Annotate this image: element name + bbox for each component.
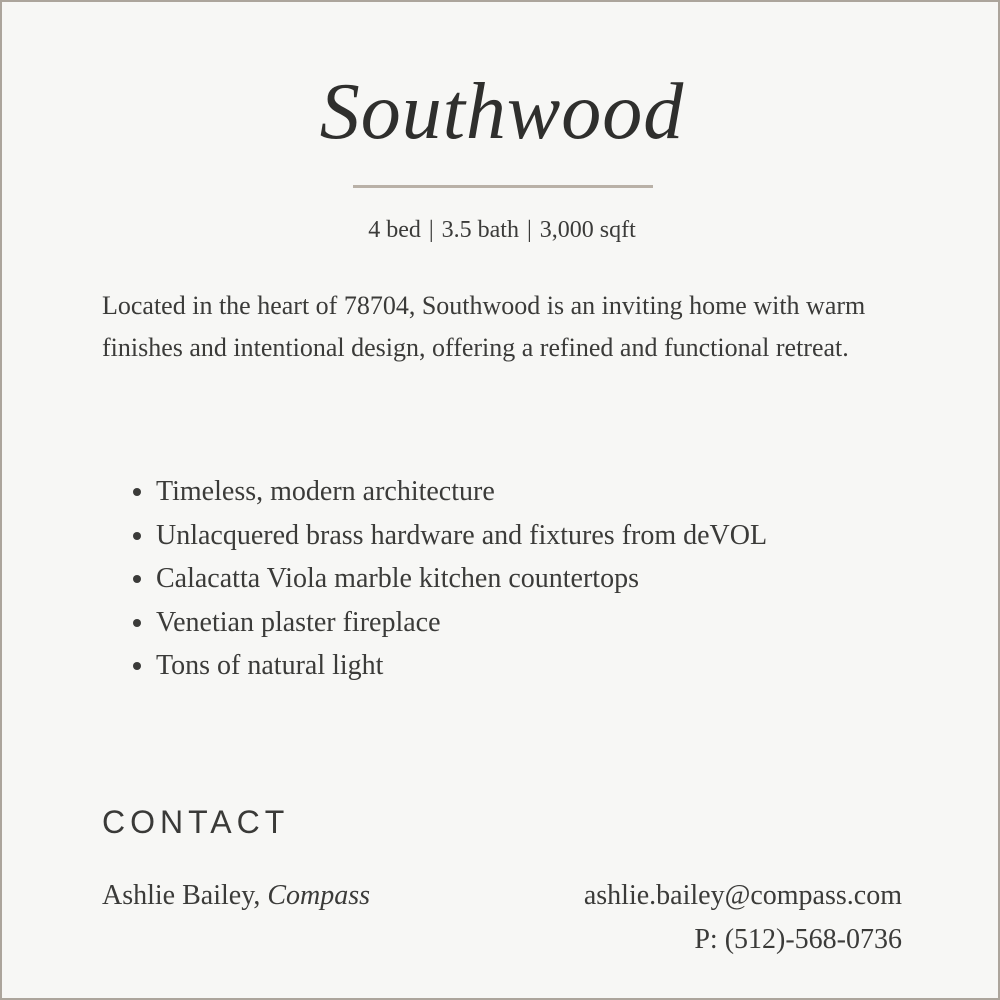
listing-specs: [2, 215, 1000, 246]
agent-email[interactable]: ashlie.bailey@compass.com: [583, 880, 902, 911]
square-footage: 3,000 sqft: [539, 217, 636, 243]
feature-item: • Tons of natural light: [156, 644, 976, 688]
feature-list: [102, 470, 976, 688]
feature-item: • Timeless, modern architecture: [156, 470, 976, 514]
agent-company: Compass: [267, 880, 371, 911]
feature-item: • Unlacquered brass hardware and fixtures from deVOL: [156, 514, 976, 558]
title-divider: [353, 185, 653, 188]
agent-name: Ashlie Bailey: [102, 880, 254, 911]
listing-description: Located in the heart of 78704, Southwood is an inviting home with warm finishes and intentional design, offering a refined and functional retreat.: [102, 291, 866, 362]
feature-item: • Venetian plaster fireplace: [156, 601, 976, 645]
baths-count: 3.5 bath: [441, 217, 519, 243]
listing-title: Southwood: [319, 68, 685, 156]
spec-separator: |: [526, 217, 532, 243]
agent-phone[interactable]: P: (512)-568-0736: [694, 924, 902, 955]
beds-count: 4 bed: [368, 217, 421, 243]
agent-info: [102, 880, 370, 912]
spec-separator: |: [428, 217, 434, 243]
feature-item: • Calacatta Viola marble kitchen countertops: [156, 557, 976, 601]
contact-heading: CONTACT: [102, 804, 290, 840]
agent-name-separator: ,: [253, 880, 261, 911]
